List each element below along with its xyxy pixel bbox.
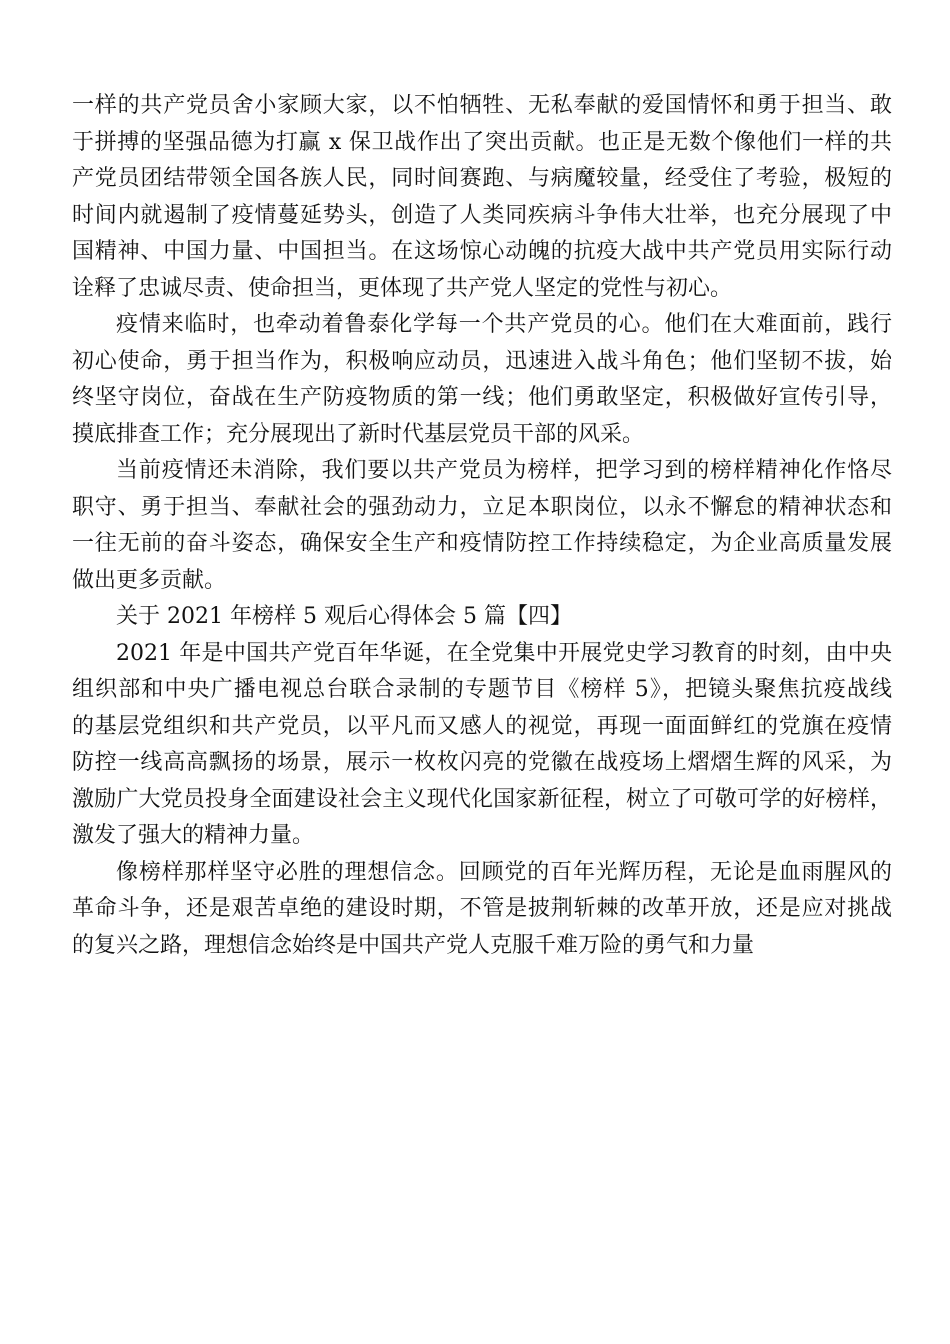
text-line: 的基层党组织和共产党员，以平凡而又感人的视觉，再现一面面鲜红的党旗在疫情 <box>72 713 892 739</box>
text-line: 于拼搏的坚强品德为打赢 x 保卫战作出了突出贡献。也正是无数个像他们一样的共 <box>72 129 892 155</box>
text-line: 一往无前的奋斗姿态，确保安全生产和疫情防控工作持续稳定，为企业高质量发展 <box>72 531 892 556</box>
text-line: 2021 年是中国共产党百年华诞，在全党集中开展党史学习教育的时刻，由中央 <box>116 640 892 666</box>
text-line: 疫情来临时，也牵动着鲁泰化学每一个共产党员的心。他们在大难面前，践行 <box>116 312 892 337</box>
text-line: 国精神、中国力量、中国担当。在这场惊心动魄的抗疫大战中共产党员用实际行动 <box>72 239 892 264</box>
paragraph-4 <box>72 636 892 855</box>
text-line: 组织部和中央广播电视总台联合录制的专题节目《榜样 5》，把镜头聚焦抗疫战线 <box>72 677 892 702</box>
text-line: 终坚守岗位，奋战在生产防疫物质的第一线；他们勇敢坚定，积极做好宣传引导， <box>72 385 892 410</box>
text-line: 产党员团结带领全国各族人民，同时间赛跑、与病魔较量，经受住了考验，极短的 <box>72 166 892 191</box>
text-line: 激发了强大的精神力量。 <box>72 823 315 848</box>
text-line: 的复兴之路，理想信念始终是中国共产党人克服千难万险的勇气和力量 <box>72 932 755 958</box>
text-line: 诠释了忠诚尽责、使命担当，更体现了共产党人坚定的党性与初心。 <box>72 275 733 301</box>
text-line: 一样的共产党员舍小家顾大家，以不怕牺牲、无私奉献的爱国情怀和勇于担当、敢 <box>72 93 892 118</box>
text-line: 激励广大党员投身全面建设社会主义现代化国家新征程，树立了可敬可学的好榜样， <box>72 786 892 812</box>
heading-line: 关于 2021 年榜样 5 观后心得体会 5 篇【四】 <box>116 604 572 629</box>
text-line: 职守、勇于担当、奉献社会的强劲动力，立足本职岗位，以永不懈怠的精神状态和 <box>72 494 892 520</box>
text-line: 革命斗争，还是艰苦卓绝的建设时期，不管是披荆斩棘的改革开放，还是应对挑战 <box>72 896 892 921</box>
text-line: 像榜样那样坚守必胜的理想信念。回顾党的百年光辉历程，无论是血雨腥风的 <box>116 859 892 885</box>
text-line: 做出更多贡献。 <box>72 567 227 593</box>
paragraph-3 <box>72 453 892 599</box>
text-line: 时间内就遏制了疫情蔓延势头，创造了人类同疾病斗争伟大壮举，也充分展现了中 <box>72 202 892 228</box>
text-line: 初心使命，勇于担当作为，积极响应动员，迅速进入战斗角色；他们坚韧不拔，始 <box>72 348 892 374</box>
text-line: 防控一线高高飘扬的场景，展示一枚枚闪亮的党徽在战疫场上熠熠生辉的风采，为 <box>72 750 892 775</box>
section-heading <box>72 599 892 636</box>
text-line: 摸底排查工作；充分展现出了新时代基层党员干部的风采。 <box>72 421 645 447</box>
document-page <box>72 88 892 964</box>
paragraph-1 <box>72 88 892 307</box>
paragraph-2 <box>72 307 892 453</box>
paragraph-5 <box>72 855 892 965</box>
text-line: 当前疫情还未消除，我们要以共产党员为榜样，把学习到的榜样精神化作恪尽 <box>116 458 892 483</box>
